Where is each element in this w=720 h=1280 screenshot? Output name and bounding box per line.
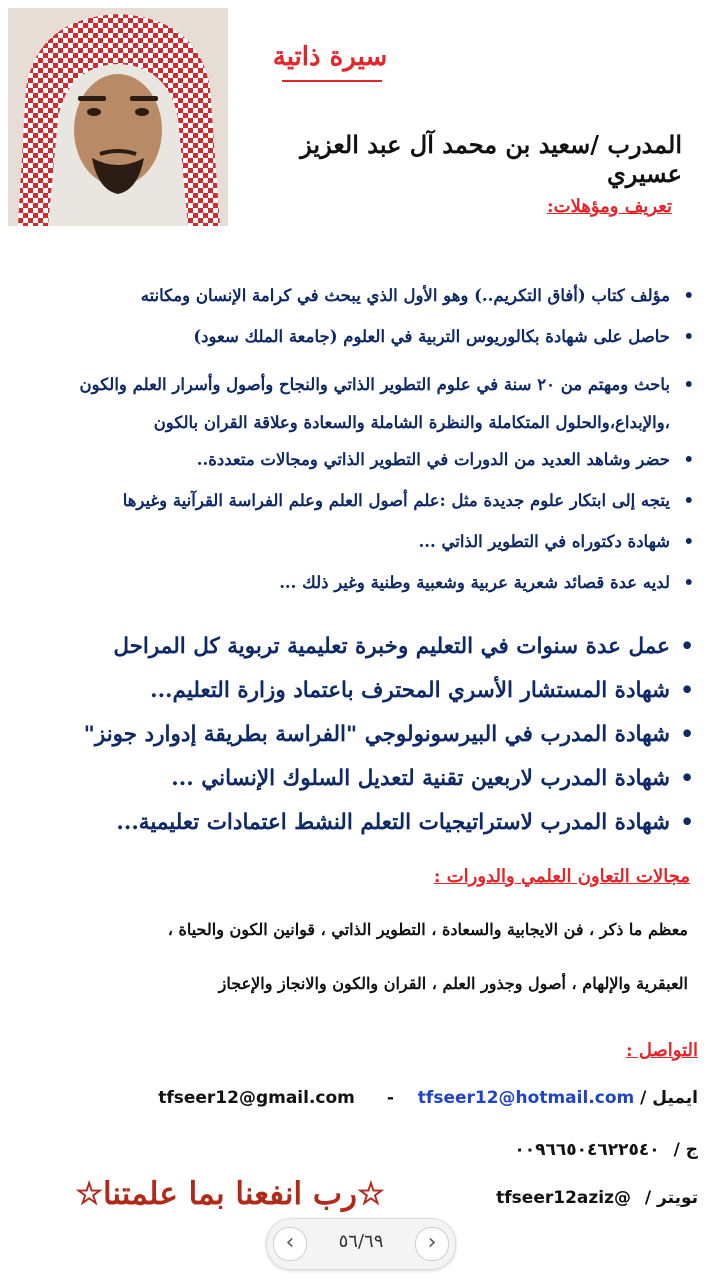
phone-label: ج / [673,1140,698,1160]
bullet-icon: • [683,375,694,394]
phone-number[interactable]: ٠٠٩٦٦٥٠٤٦٢٢٥٤٠ [514,1140,660,1160]
bullet-icon: • [680,810,694,835]
bullet-icon: • [680,634,694,659]
intro-heading: تعريف ومؤهلات: [547,196,672,217]
list-item: • شهادة دكتوراه في التطوير الذاتي ... [12,530,702,554]
trainer-name: المدرب /سعيد بن محمد آل عبد العزيز عسيري [300,130,682,188]
fields-line: معظم ما ذكر ، فن الايجابية والسعادة ، التطوير الذاتي ، قوانين الكون والحياة ، [167,920,688,939]
page-navigator [266,1218,456,1270]
qualifications-list [12,284,702,612]
bullet-icon: • [680,722,694,747]
email-primary-link[interactable]: tfseer12@gmail.com [158,1088,355,1108]
profile-photo [8,8,228,226]
bullet-icon: • [683,286,694,305]
motto: ☆رب انفعنا بما علمتنا☆ [75,1176,385,1212]
page-title: سيرة ذاتية [272,42,388,72]
email-label: ايميل / [640,1088,698,1108]
page-indicator: ٥٦/٦٩ [338,1231,384,1252]
list-item: • شهادة المدرب لاربعين تقنية لتعديل السلوك الإنساني ... [12,764,702,794]
list-item: • عمل عدة سنوات في التعليم وخبرة تعليمية تربوية كل المراحل [12,632,702,662]
email-separator: - [386,1088,394,1108]
contact-heading: التواصل : [625,1040,698,1061]
chevron-right-icon[interactable]: › [415,1227,449,1261]
list-item: • شهادة المدرب لاستراتيجيات التعلم النشط اعتمادات تعليمية... [12,808,702,838]
list-item: • باحث ومهتم من ٢٠ سنة في علوم التطوير الذاتي والنجاح وأصول وأسرار العلم والكون ،والإبداع،والحلول المتكاملة والنظرة الشاملة والسعادة وعلاقة القران بالكون [12,366,702,442]
bullet-icon: • [683,573,694,592]
list-item: • شهادة المستشار الأسري المحترف باعتماد وزارة التعليم... [12,676,702,706]
bullet-icon: • [683,450,694,469]
bullet-icon: • [680,766,694,791]
fields-line: العبقرية والإلهام ، أصول وجذور العلم ، القران والكون والانجاز والإعجاز [218,974,688,993]
email-secondary-link[interactable]: tfseer12@hotmail.com [417,1088,635,1108]
list-item: • حاصل على شهادة بكالوريوس التربية في العلوم (جامعة الملك سعود) [12,325,702,349]
bullet-icon: • [683,532,694,551]
twitter-label: تويتر / [644,1188,698,1208]
bullet-icon: • [683,327,694,346]
twitter-handle[interactable]: @tfseer12aziz [496,1188,631,1208]
email-row [8,1088,698,1108]
bullet-icon: • [683,491,694,510]
fields-heading: مجالات التعاون العلمي والدورات : [433,866,690,887]
certificates-list [12,632,702,852]
list-item: • يتجه إلى ابتكار علوم جديدة مثل :علم أصول العلم وعلم الفراسة القرآنية وغيرها [12,489,702,513]
list-item: • شهادة المدرب في البيرسونولوجي "الفراسة بطريقة إدوارد جونز" [12,720,702,750]
list-item: • مؤلف كتاب (أفاق التكريم..) وهو الأول الذي يبحث في كرامة الإنسان ومكانته [12,284,702,308]
list-item: • لديه عدة قصائد شعرية عربية وشعبية وطنية وغير ذلك ... [12,571,702,595]
title-underline [282,80,382,82]
phone-row [8,1140,698,1160]
list-item: • حضر وشاهد العديد من الدورات في التطوير الذاتي ومجالات متعددة.. [12,448,702,472]
chevron-left-icon[interactable]: ‹ [273,1227,307,1261]
bullet-icon: • [680,678,694,703]
